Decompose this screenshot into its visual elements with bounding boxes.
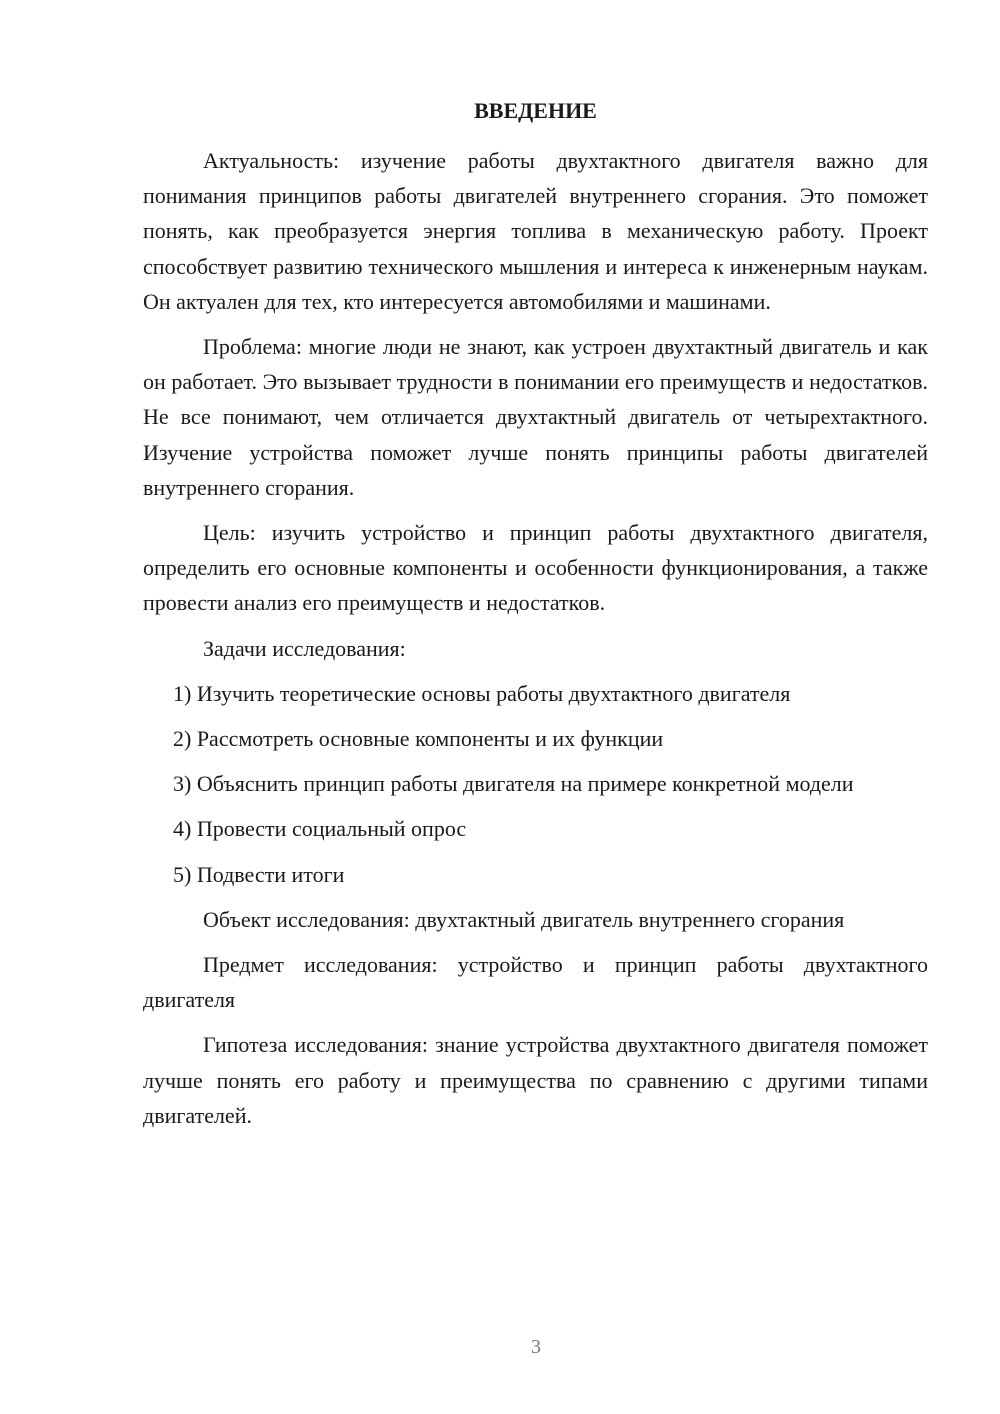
page-number: 3 [531,1336,541,1358]
page-body [143,143,928,1143]
object-paragraph: Объект исследования: двухтактный двигатель внутреннего сгорания [203,906,845,932]
subject-paragraph: Предмет исследования: устройство и принцип работы двухтактного двигателя [143,952,928,1013]
task-item-1: 1) Изучить теоретические основы работы двухтактного двигателя [173,680,791,706]
problem-paragraph: Проблема: многие люди не знают, как устроен двухтактный двигатель и как он работает. Это вызывает трудности в понимании его преимуществ и недостатков. Не все понимают, чем отличается двухтактный двигатель от четырехтактного. Изучение устройства поможет лучше понять принципы работы двигателей внутреннего сгорания. [143,334,928,500]
goal-paragraph: Цель: изучить устройство и принцип работы двухтактного двигателя, определить его основные компоненты и особенности функционирования, а также провести анализ его преимуществ и недостатков. [143,520,928,616]
hypothesis-paragraph: Гипотеза исследования: знание устройства двухтактного двигателя поможет лучше понять его работу и преимущества по сравнению с другими типами двигателей. [143,1032,928,1128]
tasks-heading: Задачи исследования: [203,635,406,661]
section-heading: ВВЕДЕНИЕ [474,98,597,123]
relevance-paragraph: Актуальность: изучение работы двухтактного двигателя важно для понимания принципов работы двигателей внутреннего сгорания. Это поможет понять, как преобразуется энергия топлива в механическую работу. Проект способствует развитию технического мышления и интереса к инженерным наукам. Он актуален для тех, кто интересуется автомобилями и машинами. [143,148,928,314]
task-item-3: 3) Объяснить принцип работы двигателя на примере конкретной модели [173,771,854,797]
task-item-5: 5) Подвести итоги [173,861,345,887]
task-item-2: 2) Рассмотреть основные компоненты и их функции [173,726,664,752]
task-item-4: 4) Провести социальный опрос [173,816,467,842]
